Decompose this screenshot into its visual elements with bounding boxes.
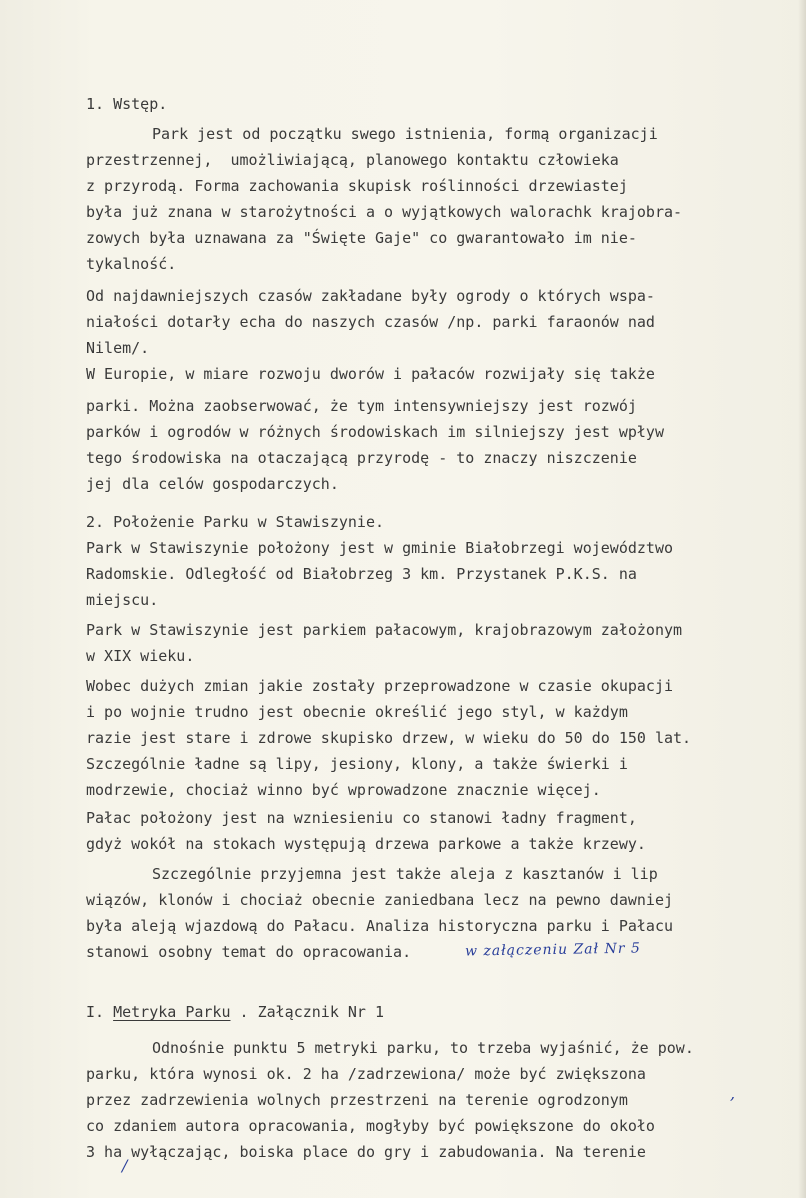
section-i-heading-prefix: I.: [86, 1003, 114, 1021]
section-2-line-10: modrzewie, chociaż winno być wprowadzone znacznie więcej.: [86, 781, 601, 799]
section-2-line-6: Wobec dużych zmian jakie zostały przeprowadzone w czasie okupacji: [86, 677, 673, 695]
section-i-heading-title: Metryka Parku: [113, 1003, 231, 1021]
section-1-heading: 1. Wstęp.: [86, 95, 168, 113]
handwritten-annotation: w załączeniu Zał Nr 5: [464, 940, 642, 960]
section-i-line-4: co zdaniem autora opracowania, mogłyby być powiększone do około: [86, 1117, 655, 1135]
section-2-line-9: Szczególnie ładne są lipy, jesiony, klony, a także świerki i: [86, 755, 628, 773]
section-i-line-1: Odnośnie punktu 5 metryki parku, to trzeba wyjaśnić, że pow.: [152, 1039, 694, 1057]
section-1-line-5: zowych była uznawana za "Święte Gaje" co gwarantowało im nie-: [86, 229, 637, 247]
section-2-line-3: miejscu.: [86, 591, 159, 609]
section-i-line-2: parku, która wynosi ok. 2 ha /zadrzewiona/ może być zwiększona: [86, 1065, 646, 1083]
section-2-line-7: i po wojnie trudno jest obecnie określić jego styl, w każdym: [86, 703, 628, 721]
section-1-line-14: jej dla celów gospodarczych.: [86, 475, 339, 493]
section-1-line-4: była już znana w starożytności a o wyjątkowych walorachk krajobra-: [86, 203, 683, 221]
section-2-line-8: razie jest stare i zdrowe skupisko drzew, w wieku do 50 do 150 lat.: [86, 729, 692, 747]
section-2-line-2: Radomskie. Odległość od Białobrzeg 3 km. Przystanek P.K.S. na: [86, 565, 637, 583]
section-1-line-7: Od najdawniejszych czasów zakładane były ogrody o których wspa-: [86, 287, 655, 305]
section-1-line-1: Park jest od początku swego istnienia, formą organizacji: [152, 125, 658, 143]
section-2-line-12: gdyż wokół na stokach występują drzewa parkowe a także krzewy.: [86, 835, 646, 853]
section-1-line-9: Nilem/.: [86, 339, 150, 357]
page-edge-shadow: [798, 0, 806, 1198]
section-2-line-15: była aleją wjazdową do Pałacu. Analiza historyczna parku i Pałacu: [86, 917, 673, 935]
section-i-heading: [86, 1002, 384, 1022]
section-2-line-14: wiązów, klonów i chociaż obecnie zaniedbana lecz na pewno dawniej: [86, 891, 673, 909]
section-1-line-12: parków i ogrodów w różnych środowiskach im silniejszy jest wpływ: [86, 423, 664, 441]
section-1-line-13: tego środowiska na otaczającą przyrodę - to znaczy niszczenie: [86, 449, 637, 467]
section-2-line-5: w XIX wieku.: [86, 647, 195, 665]
section-1-line-6: tykalność.: [86, 255, 177, 273]
section-2-line-4: Park w Stawiszynie jest parkiem pałacowym, krajobrazowym założonym: [86, 621, 683, 639]
section-2-line-13: Szczególnie przyjemna jest także aleja z kasztanów i lip: [152, 865, 658, 883]
section-2-line-1: Park w Stawiszynie położony jest w gminie Białobrzegi województwo: [86, 539, 673, 557]
section-1-line-2: przestrzennej, umożliwiającą, planowego kontaktu człowieka: [86, 151, 619, 169]
section-1-line-10: W Europie, w miare rozwoju dworów i pałaców rozwijały się także: [86, 365, 655, 383]
section-2-line-11: Pałac położony jest na wzniesieniu co stanowi ładny fragment,: [86, 809, 637, 827]
handwritten-comma-mark: ,: [730, 1084, 736, 1103]
section-1-line-3: z przyrodą. Forma zachowania skupisk roślinności drzewiastej: [86, 177, 628, 195]
section-i-heading-suffix: . Załącznik Nr 1: [230, 1003, 385, 1021]
handwritten-tick-mark: /: [122, 1156, 128, 1175]
section-1-line-8: niałości dotarły echa do naszych czasów /np. parki faraonów nad: [86, 313, 655, 331]
section-2-line-16: stanowi osobny temat do opracowania.: [86, 943, 412, 961]
section-i-line-5: 3 ha wyłączając, boiska place do gry i zabudowania. Na terenie: [86, 1143, 646, 1161]
section-2-heading: 2. Położenie Parku w Stawiszynie.: [86, 513, 385, 531]
section-i-line-3: przez zadrzewienia wolnych przestrzeni na terenie ogrodzonym: [86, 1091, 628, 1109]
section-1-line-11: parki. Można zaobserwować, że tym intensywniejszy jest rozwój: [86, 397, 637, 415]
